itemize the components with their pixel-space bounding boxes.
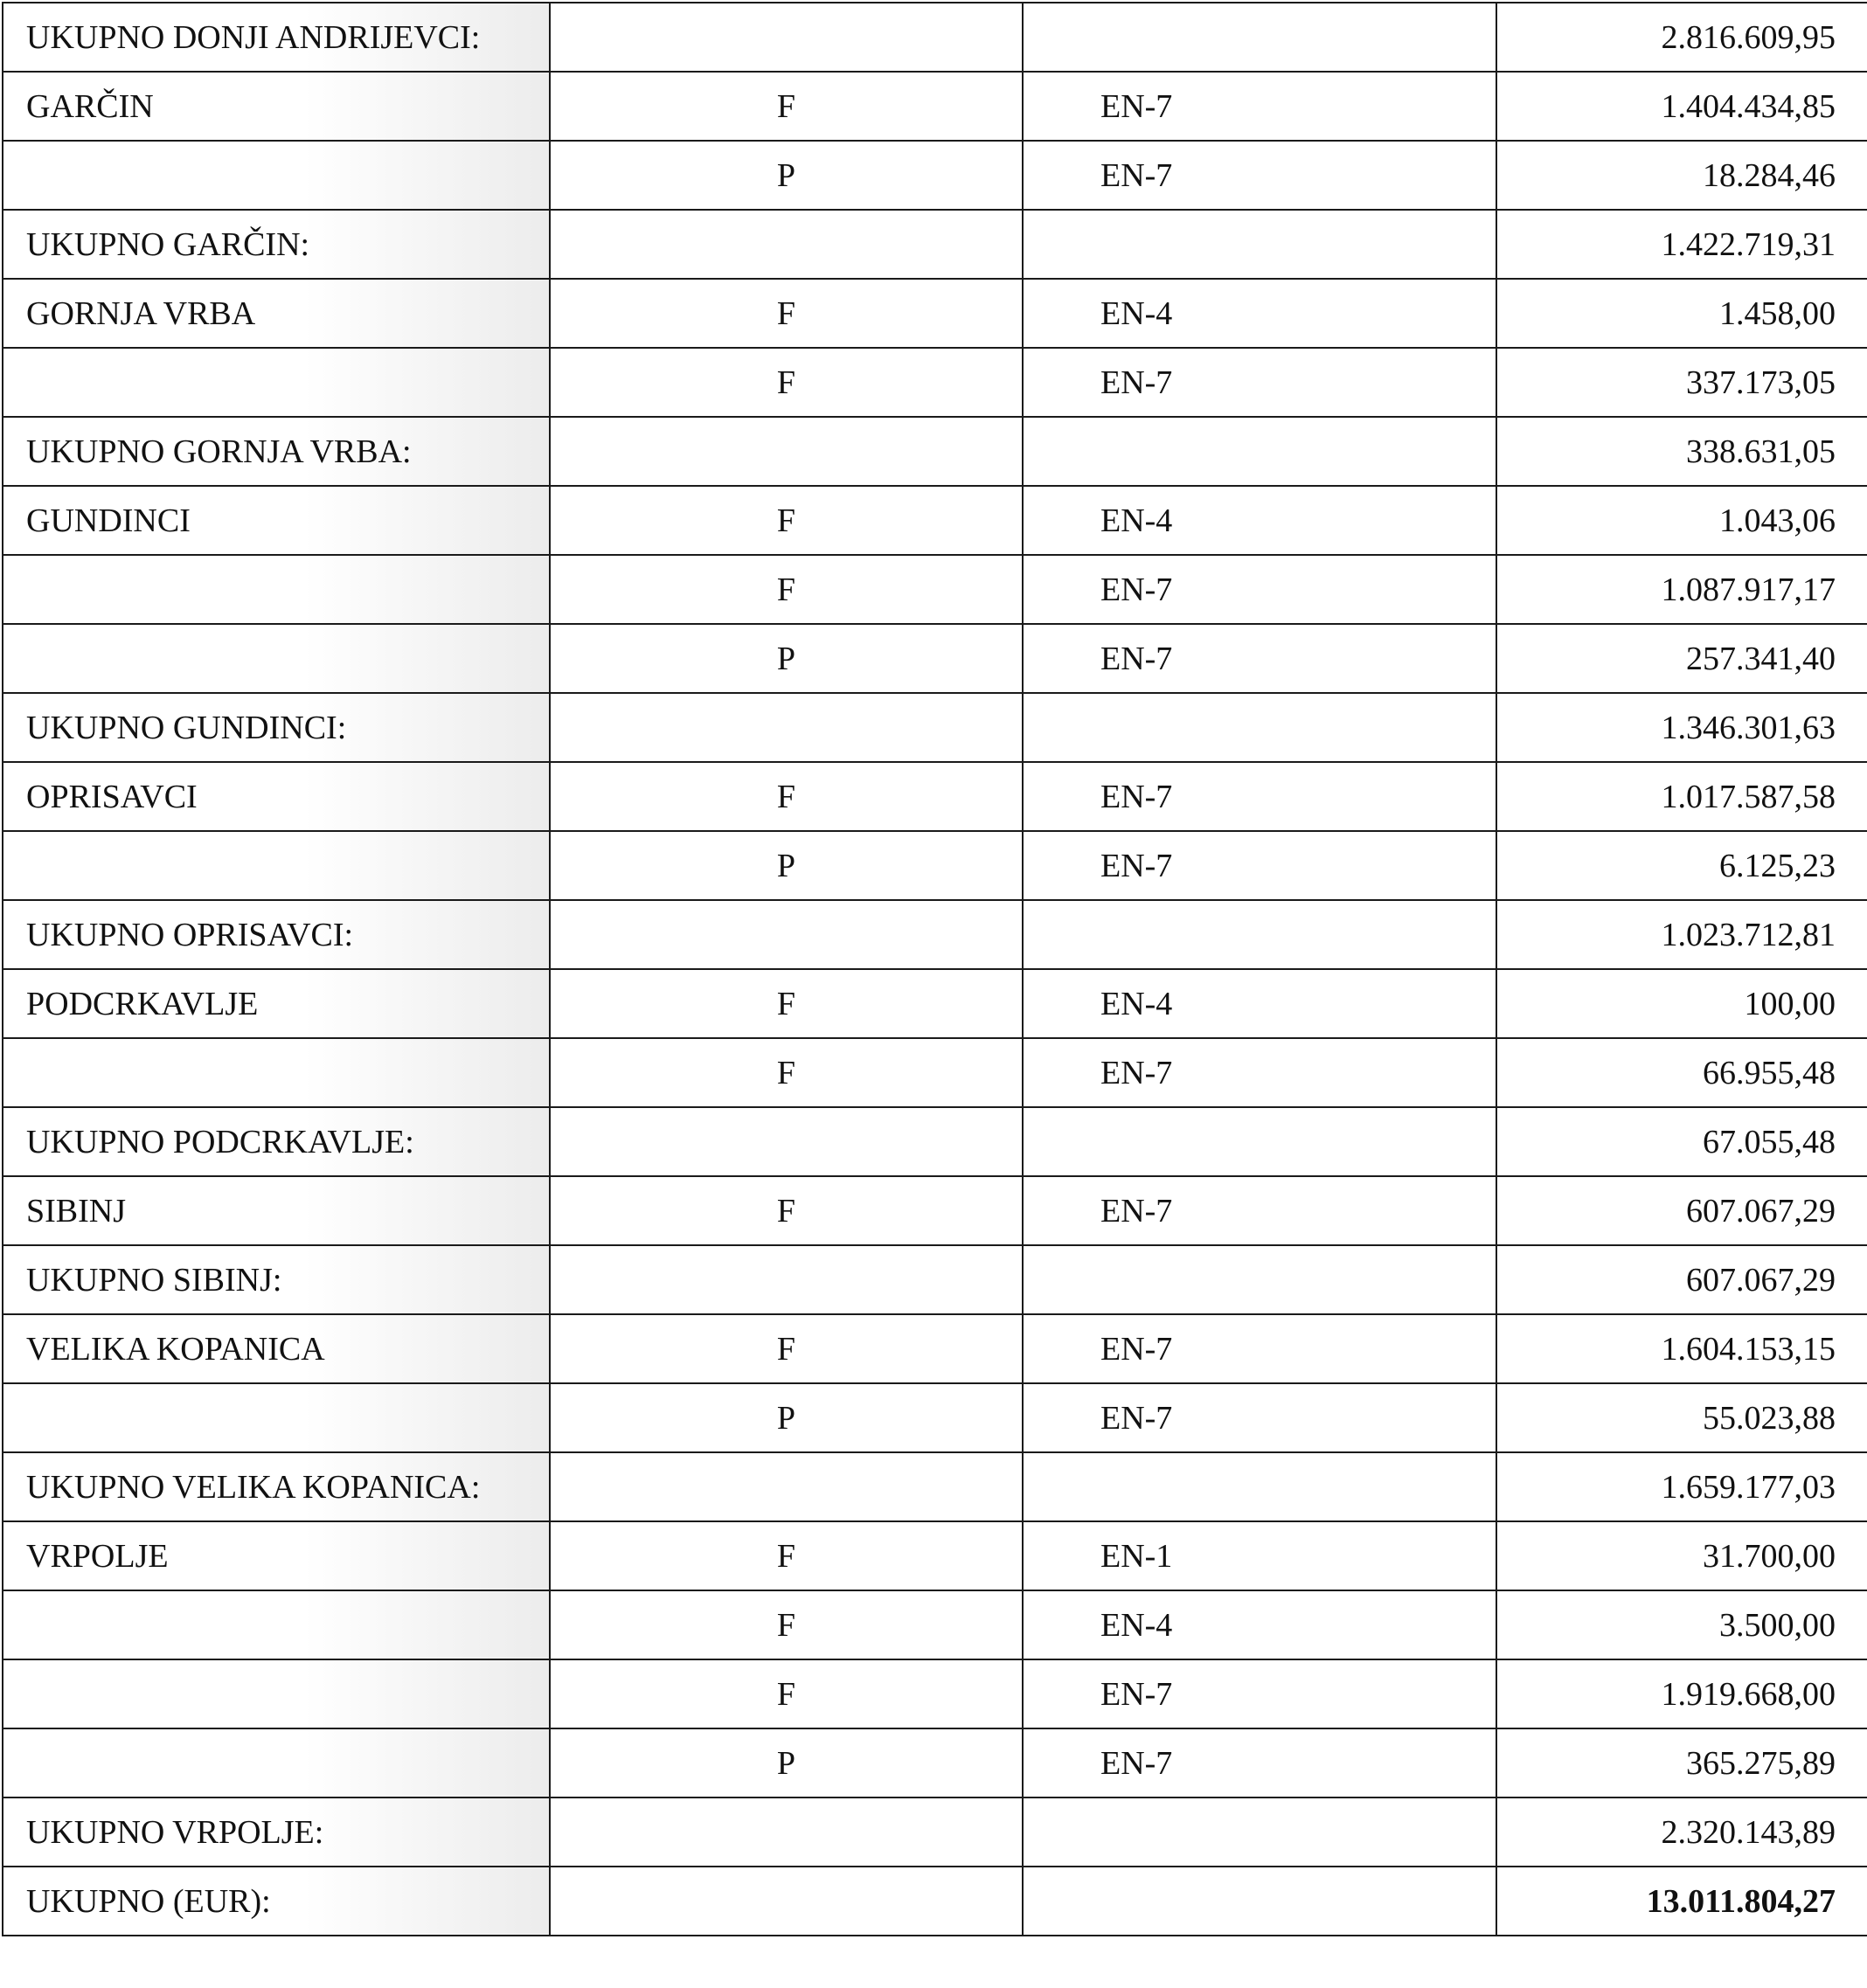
code-cell: EN-7 (1023, 762, 1496, 831)
table-row (3, 555, 1867, 624)
source-cell: F (550, 1521, 1023, 1590)
municipality-cell: GORNJA VRBA (3, 279, 550, 348)
budget-table (2, 2, 1867, 1936)
municipality-cell: PODCRKAVLJE (3, 969, 550, 1038)
source-cell: F (550, 969, 1023, 1038)
source-cell: F (550, 762, 1023, 831)
table-row (3, 624, 1867, 693)
municipality-cell: UKUPNO OPRISAVCI: (3, 900, 550, 969)
code-cell: EN-4 (1023, 486, 1496, 555)
amount-cell: 1.346.301,63 (1496, 693, 1867, 762)
amount-cell: 1.043,06 (1496, 486, 1867, 555)
amount-cell: 2.816.609,95 (1496, 3, 1867, 72)
table-row (3, 348, 1867, 417)
amount-cell: 607.067,29 (1496, 1245, 1867, 1314)
code-cell: EN-7 (1023, 1728, 1496, 1798)
source-cell: F (550, 1314, 1023, 1383)
amount-cell: 2.320.143,89 (1496, 1798, 1867, 1867)
table-row (3, 279, 1867, 348)
source-cell: F (550, 486, 1023, 555)
amount-cell: 1.017.587,58 (1496, 762, 1867, 831)
source-cell: P (550, 141, 1023, 210)
code-cell (1023, 900, 1496, 969)
amount-cell: 55.023,88 (1496, 1383, 1867, 1452)
amount-cell: 1.659.177,03 (1496, 1452, 1867, 1521)
table-row (3, 1798, 1867, 1867)
municipality-cell: UKUPNO GORNJA VRBA: (3, 417, 550, 486)
source-cell (550, 1107, 1023, 1176)
amount-cell: 338.631,05 (1496, 417, 1867, 486)
table-row (3, 1245, 1867, 1314)
amount-cell: 607.067,29 (1496, 1176, 1867, 1245)
code-cell: EN-7 (1023, 624, 1496, 693)
table-row (3, 72, 1867, 141)
code-cell: EN-7 (1023, 1383, 1496, 1452)
municipality-cell: UKUPNO GUNDINCI: (3, 693, 550, 762)
municipality-cell (3, 555, 550, 624)
budget-table-body (3, 3, 1867, 1936)
code-cell (1023, 1798, 1496, 1867)
source-cell (550, 900, 1023, 969)
code-cell (1023, 1867, 1496, 1936)
table-row (3, 1728, 1867, 1798)
source-cell (550, 417, 1023, 486)
code-cell (1023, 417, 1496, 486)
table-row (3, 486, 1867, 555)
code-cell: EN-4 (1023, 969, 1496, 1038)
source-cell (550, 1867, 1023, 1936)
municipality-cell: UKUPNO DONJI ANDRIJEVCI: (3, 3, 550, 72)
table-row (3, 141, 1867, 210)
amount-cell: 1.404.434,85 (1496, 72, 1867, 141)
amount-cell: 18.284,46 (1496, 141, 1867, 210)
table-row (3, 900, 1867, 969)
municipality-cell: SIBINJ (3, 1176, 550, 1245)
code-cell: EN-7 (1023, 1659, 1496, 1728)
code-cell: EN-7 (1023, 1314, 1496, 1383)
amount-cell: 1.023.712,81 (1496, 900, 1867, 969)
code-cell: EN-7 (1023, 348, 1496, 417)
source-cell: F (550, 1038, 1023, 1107)
code-cell (1023, 210, 1496, 279)
table-row (3, 1521, 1867, 1590)
source-cell (550, 1798, 1023, 1867)
code-cell (1023, 1107, 1496, 1176)
code-cell: EN-7 (1023, 555, 1496, 624)
table-row (3, 969, 1867, 1038)
grand-total-amount: 13.011.804,27 (1496, 1867, 1867, 1936)
municipality-cell: UKUPNO GARČIN: (3, 210, 550, 279)
code-cell: EN-7 (1023, 831, 1496, 900)
amount-cell: 365.275,89 (1496, 1728, 1867, 1798)
source-cell (550, 1245, 1023, 1314)
amount-cell: 67.055,48 (1496, 1107, 1867, 1176)
amount-cell: 31.700,00 (1496, 1521, 1867, 1590)
amount-cell: 1.919.668,00 (1496, 1659, 1867, 1728)
code-cell: EN-4 (1023, 279, 1496, 348)
source-cell: P (550, 831, 1023, 900)
source-cell: F (550, 1590, 1023, 1659)
source-cell (550, 210, 1023, 279)
municipality-cell (3, 1383, 550, 1452)
source-cell: F (550, 1659, 1023, 1728)
municipality-cell: UKUPNO SIBINJ: (3, 1245, 550, 1314)
amount-cell: 1.422.719,31 (1496, 210, 1867, 279)
code-cell (1023, 1452, 1496, 1521)
source-cell: P (550, 1728, 1023, 1798)
table-row (3, 1314, 1867, 1383)
code-cell (1023, 3, 1496, 72)
amount-cell: 257.341,40 (1496, 624, 1867, 693)
municipality-cell (3, 1038, 550, 1107)
code-cell (1023, 1245, 1496, 1314)
municipality-cell (3, 141, 550, 210)
amount-cell: 337.173,05 (1496, 348, 1867, 417)
municipality-cell (3, 348, 550, 417)
source-cell (550, 1452, 1023, 1521)
municipality-cell (3, 624, 550, 693)
grand-total-row (3, 1867, 1867, 1936)
municipality-cell: OPRISAVCI (3, 762, 550, 831)
table-row (3, 1383, 1867, 1452)
municipality-cell: UKUPNO VELIKA KOPANICA: (3, 1452, 550, 1521)
table-row (3, 762, 1867, 831)
municipality-cell: UKUPNO PODCRKAVLJE: (3, 1107, 550, 1176)
municipality-cell (3, 831, 550, 900)
table-row (3, 693, 1867, 762)
table-row (3, 1590, 1867, 1659)
table-row (3, 210, 1867, 279)
table-row (3, 417, 1867, 486)
source-cell: F (550, 555, 1023, 624)
municipality-cell: VELIKA KOPANICA (3, 1314, 550, 1383)
municipality-cell: GARČIN (3, 72, 550, 141)
amount-cell: 100,00 (1496, 969, 1867, 1038)
code-cell: EN-4 (1023, 1590, 1496, 1659)
table-row (3, 3, 1867, 72)
amount-cell: 6.125,23 (1496, 831, 1867, 900)
code-cell: EN-1 (1023, 1521, 1496, 1590)
table-row (3, 831, 1867, 900)
municipality-cell: VRPOLJE (3, 1521, 550, 1590)
code-cell: EN-7 (1023, 1176, 1496, 1245)
table-row (3, 1107, 1867, 1176)
amount-cell: 1.604.153,15 (1496, 1314, 1867, 1383)
source-cell: P (550, 1383, 1023, 1452)
source-cell (550, 693, 1023, 762)
source-cell: P (550, 624, 1023, 693)
municipality-cell (3, 1728, 550, 1798)
table-row (3, 1038, 1867, 1107)
amount-cell: 3.500,00 (1496, 1590, 1867, 1659)
table-row (3, 1176, 1867, 1245)
municipality-cell (3, 1590, 550, 1659)
source-cell: F (550, 279, 1023, 348)
amount-cell: 66.955,48 (1496, 1038, 1867, 1107)
source-cell: F (550, 1176, 1023, 1245)
amount-cell: 1.458,00 (1496, 279, 1867, 348)
municipality-cell: GUNDINCI (3, 486, 550, 555)
code-cell: EN-7 (1023, 72, 1496, 141)
amount-cell: 1.087.917,17 (1496, 555, 1867, 624)
source-cell (550, 3, 1023, 72)
municipality-cell (3, 1659, 550, 1728)
code-cell (1023, 693, 1496, 762)
municipality-cell: UKUPNO VRPOLJE: (3, 1798, 550, 1867)
table-row (3, 1452, 1867, 1521)
source-cell: F (550, 348, 1023, 417)
source-cell: F (550, 72, 1023, 141)
grand-total-label: UKUPNO (EUR): (3, 1867, 550, 1936)
table-row (3, 1659, 1867, 1728)
code-cell: EN-7 (1023, 141, 1496, 210)
code-cell: EN-7 (1023, 1038, 1496, 1107)
